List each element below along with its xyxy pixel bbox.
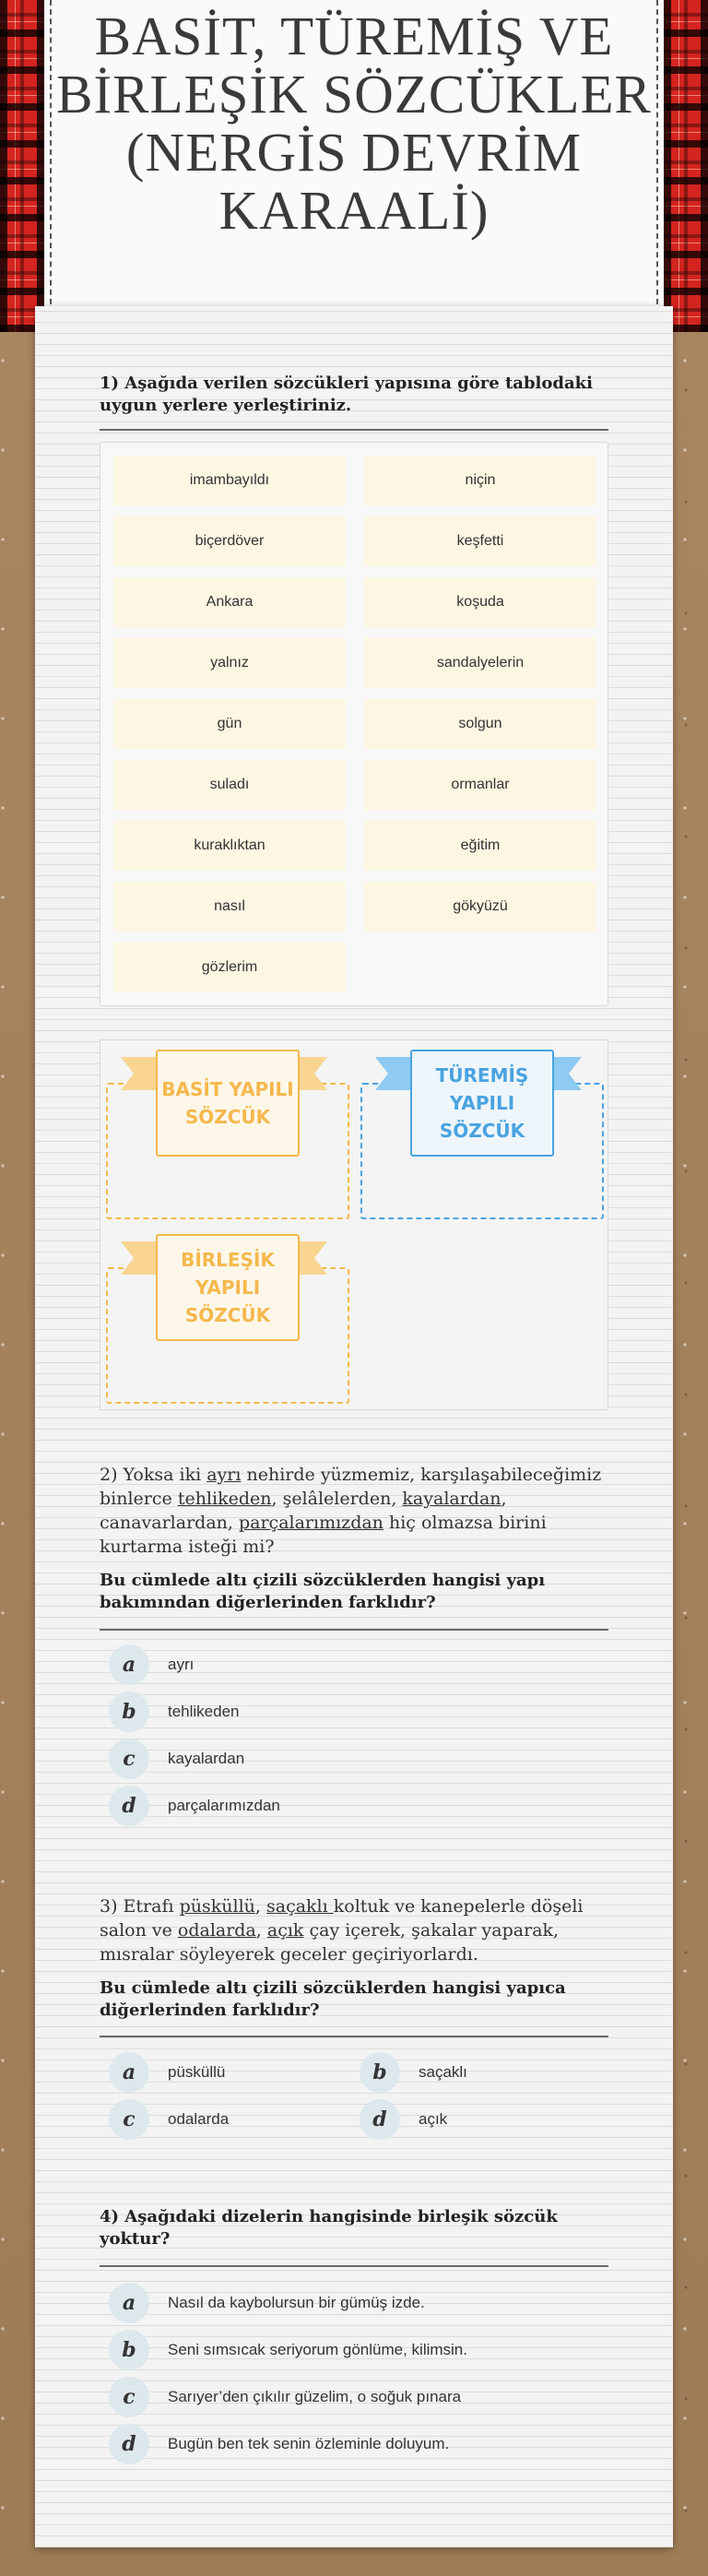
q2-option-c[interactable] xyxy=(109,1739,244,1779)
passage-text: , canavarlardan, xyxy=(100,1489,507,1533)
page-title: BASİT, TÜREMİŞ VE BİRLEŞİK SÖZCÜKLER (NERGİS DEVRİM KARAALİ) xyxy=(56,6,652,241)
word-tile[interactable]: solgun xyxy=(364,699,596,749)
q3-divider xyxy=(100,2036,608,2037)
q4-option-d[interactable] xyxy=(109,2424,449,2464)
option-letter: c xyxy=(109,1739,149,1779)
word-tile[interactable]: ormanlar xyxy=(364,760,596,810)
q4-divider xyxy=(100,2265,608,2267)
q3-option-a[interactable] xyxy=(109,2052,225,2093)
passage-text: , xyxy=(255,1920,267,1941)
q2-heading: Bu cümlede altı çizili sözcüklerden hangisi yapı bakımından diğerlerinden farklıdır? xyxy=(100,1571,546,1612)
q1-heading: 1) Aşağıda verilen sözcükleri yapısına göre tablodaki uygun yerlere yerleştiriniz. xyxy=(100,374,593,415)
passage-text: çay içerek, şakalar yaparak, mısralar söyleyerek geceler geçiriyorlardı. xyxy=(100,1920,560,1965)
option-text: tehlikeden xyxy=(168,1703,240,1720)
category-label-basit: BASİT YAPILI SÖZCÜK xyxy=(156,1050,300,1157)
passage-text: koltuk ve kanepelerle döşeli salon ve xyxy=(100,1896,584,1941)
option-text: parçalarımızdan xyxy=(168,1797,280,1814)
option-text: Seni sımsıcak seriyorum gönlüme, kilimsin. xyxy=(168,2341,467,2358)
q2-option-a[interactable] xyxy=(109,1644,194,1685)
option-letter: a xyxy=(109,2052,149,2093)
q3-passage xyxy=(100,1894,608,1966)
q3-heading: Bu cümlede altı çizili sözcüklerden hangisi yapıca diğerlerinden farklıdır? xyxy=(100,1978,566,2020)
word-tile[interactable]: biçerdöver xyxy=(113,516,346,566)
option-letter: b xyxy=(109,1692,149,1732)
underlined-word: kayalardan xyxy=(402,1489,502,1509)
option-letter: b xyxy=(360,2052,400,2093)
word-tile[interactable]: gökyüzü xyxy=(364,882,596,932)
word-tile[interactable]: niçin xyxy=(364,456,596,505)
passage-text: nehirde yüzmemiz, karşılaşabileceğimiz binlerce xyxy=(100,1465,602,1509)
option-text: ayrı xyxy=(168,1656,195,1673)
underlined-word: ayrı xyxy=(206,1465,242,1485)
q3-option-c[interactable] xyxy=(109,2099,229,2140)
passage-text: 2) Yoksa iki xyxy=(100,1465,207,1485)
word-tile[interactable]: Ankara xyxy=(113,577,346,627)
option-text: Sarıyer’den çıkılır güzelim, o soğuk pınara xyxy=(168,2388,462,2405)
word-tile[interactable]: kuraklıktan xyxy=(113,821,346,871)
q4-option-b[interactable] xyxy=(109,2330,467,2370)
word-tile[interactable]: gözlerim xyxy=(113,943,346,992)
underlined-word: açık xyxy=(266,1920,304,1941)
word-tile[interactable]: nasıl xyxy=(113,882,346,932)
passage-text: hiç olmazsa birini kurtarma isteği mi? xyxy=(100,1513,547,1557)
passage-text: , xyxy=(254,1896,266,1917)
q2-divider xyxy=(100,1629,608,1631)
passage-text: , şelâlelerden, xyxy=(271,1489,403,1509)
word-tile[interactable]: suladı xyxy=(113,760,346,810)
option-letter: c xyxy=(109,2377,149,2417)
word-bank xyxy=(100,442,608,1006)
option-letter: d xyxy=(360,2099,400,2140)
word-tile[interactable]: keşfetti xyxy=(364,516,596,566)
q2-passage xyxy=(100,1463,608,1559)
q3-option-b[interactable] xyxy=(360,2052,467,2093)
underlined-word: tehlikeden xyxy=(177,1489,272,1509)
word-tile[interactable]: eğitim xyxy=(364,821,596,871)
q2-option-d[interactable] xyxy=(109,1786,280,1826)
category-label-birlesik: BİRLEŞİK YAPILI SÖZCÜK xyxy=(156,1234,300,1341)
underlined-word: saçaklı xyxy=(266,1896,334,1917)
option-text: kayalardan xyxy=(168,1750,245,1767)
option-text: açık xyxy=(419,2110,448,2128)
underlined-word: püsküllü xyxy=(179,1896,255,1917)
q4-heading: 4) Aşağıdaki dizelerin hangisinde birleşik sözcük yoktur? xyxy=(100,2207,558,2249)
category-label-turemis: TÜREMİŞ YAPILI SÖZCÜK xyxy=(410,1050,554,1157)
option-letter: a xyxy=(109,2283,149,2323)
q2-option-b[interactable] xyxy=(109,1692,240,1732)
passage-text: 3) Etrafı xyxy=(100,1896,180,1917)
option-text: püsküllü xyxy=(168,2063,226,2081)
option-letter: c xyxy=(109,2099,149,2140)
word-tile[interactable]: koşuda xyxy=(364,577,596,627)
underlined-word: parçalarımızdan xyxy=(238,1513,384,1533)
word-tile[interactable]: imambayıldı xyxy=(113,456,346,505)
option-text: Nasıl da kaybolursun bir gümüş izde. xyxy=(168,2294,425,2311)
option-letter: d xyxy=(109,2424,149,2464)
word-tile[interactable]: sandalyelerin xyxy=(364,638,596,688)
option-text: odalarda xyxy=(168,2110,230,2128)
q1-divider xyxy=(100,429,608,431)
option-text: Bugün ben tek senin özleminle doluyum. xyxy=(168,2435,450,2452)
title-card xyxy=(50,0,658,314)
underlined-word: odalarda xyxy=(177,1920,256,1941)
q3-option-d[interactable] xyxy=(360,2099,447,2140)
word-tile[interactable]: yalnız xyxy=(113,638,346,688)
category-board xyxy=(100,1039,608,1410)
option-letter: d xyxy=(109,1786,149,1826)
option-letter: a xyxy=(109,1644,149,1685)
q4-option-a[interactable] xyxy=(109,2283,425,2323)
word-tile[interactable]: gün xyxy=(113,699,346,749)
q4-option-c[interactable] xyxy=(109,2377,461,2417)
option-text: saçaklı xyxy=(419,2063,467,2081)
option-letter: b xyxy=(109,2330,149,2370)
